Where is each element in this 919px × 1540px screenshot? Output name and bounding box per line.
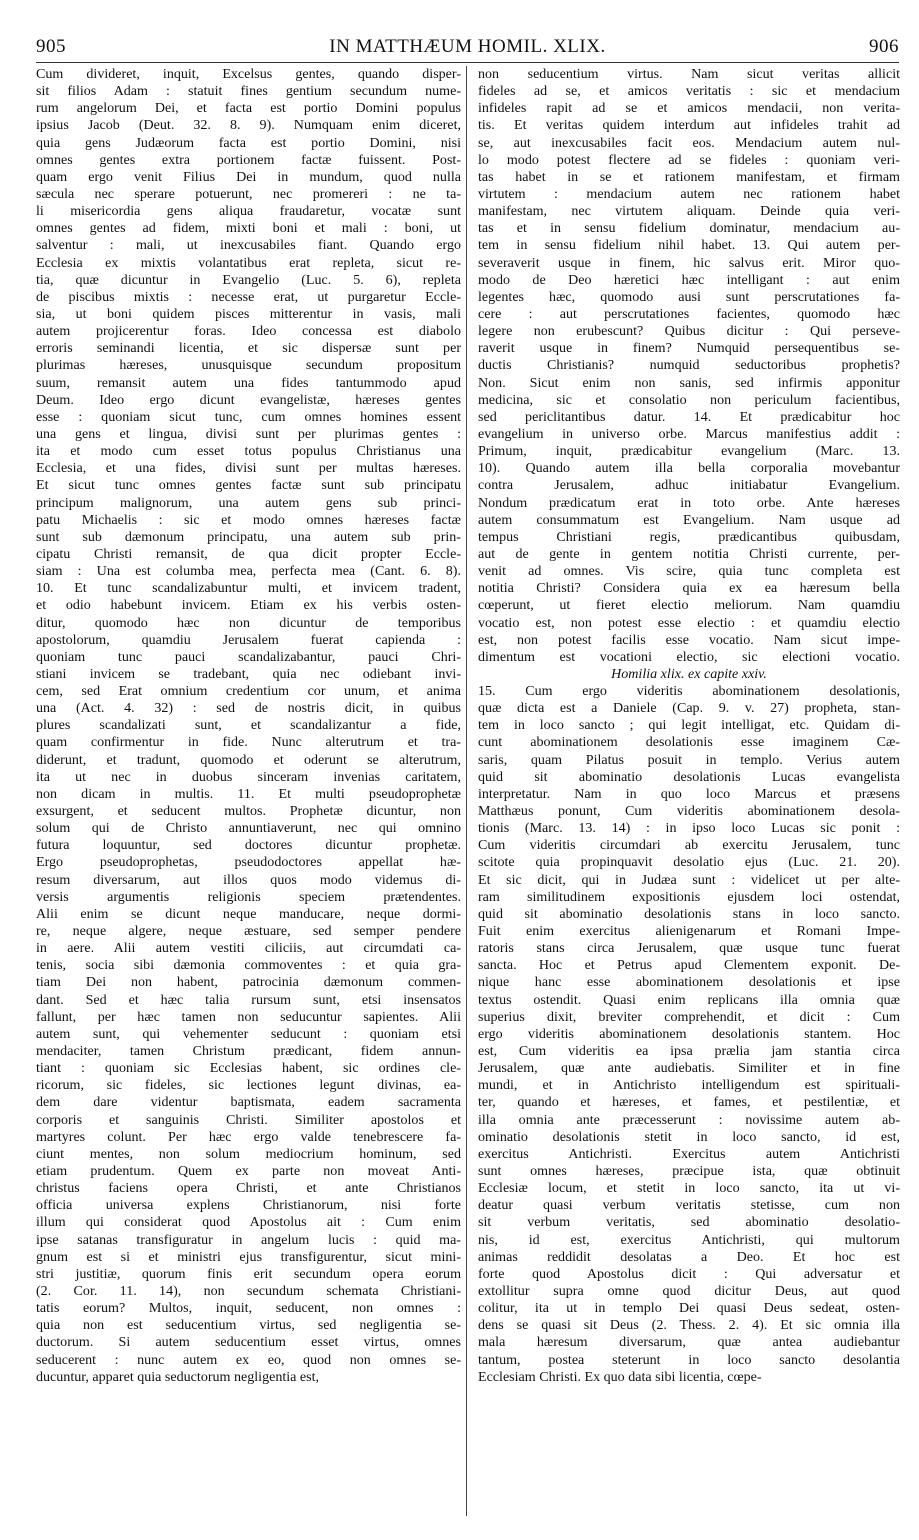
text-line: venit ad omnes. Vis scire, quia tunc completa est — [478, 563, 900, 580]
left-column — [36, 66, 461, 1386]
text-line: diderunt, et tradunt, quomodo et oderunt se alterutrum, — [36, 751, 461, 768]
text-line: quam ergo venit Filius Dei in mundum, quod nulla — [36, 168, 461, 185]
text-line: modo de Deo hæretici hæc intelligant : aut enim — [478, 271, 900, 288]
text-line: legere non erubescunt? Quibus dicitur : Qui perseve- — [478, 323, 900, 340]
text-line: illum qui considerat quod Apostolus ait : Cum enim — [36, 1214, 461, 1231]
text-line: cem, sed Erat omnium credentium cor unum, et anima — [36, 683, 461, 700]
text-line: Ecclesia, et una fides, divisi sunt per multas hæreses. — [36, 460, 461, 477]
text-line: cœperunt, ut fieret electio meliorum. Nam quamdiu — [478, 597, 900, 614]
text-line: suum, remansit autem una fides tantummodo apud — [36, 374, 461, 391]
text-line: contra Jerusalem, adhuc initiabatur Evangelium. — [478, 477, 900, 494]
text-line: non dicam in multis. 11. Et multi pseudoprophetæ — [36, 785, 461, 802]
text-line: sit verbum veritatis, sed abominatio desolatio- — [478, 1214, 900, 1231]
text-line: et odio habebunt invicem. Etiam ex his verbis osten- — [36, 597, 461, 614]
text-line: severaverit usque in finem, hic salvus erit. Miror quo- — [478, 254, 900, 271]
page-number-left: 905 — [36, 36, 66, 57]
text-line: ominatio desolationis stetit in loco sancto, id est, — [478, 1128, 900, 1145]
text-line: Fuit enim exercitus alienigenarum et Romani Impe- — [478, 923, 900, 940]
text-line: tas habet in se et rationem manifestam, et firmam — [478, 168, 900, 185]
text-line: est, Cum videritis ea ipsa prælia jam stantia circa — [478, 1043, 900, 1060]
text-line: sunt omnes hæreses, præcipue ista, quæ obtinuit — [478, 1163, 900, 1179]
text-line: una gens et lingua, divisi sunt per plurimas gentes : — [36, 425, 461, 442]
text-line: 10. Et tunc scandalizabuntur multi, et invicem tradent, — [36, 580, 461, 597]
text-line: legentes hæc, quomodo ausi sunt perscrutationes fa- — [478, 288, 900, 305]
text-line: omnes gentes ad fidem, mixti boni et mali : boni, ut — [36, 220, 461, 237]
text-line: Jerusalem, quæ ante audiebatis. Similiter et in fine — [478, 1060, 900, 1077]
text-line: cunt abominationem desolationis esse imaginem Cæ- — [478, 734, 900, 751]
text-line: in aere. Alii autem vestiti ciliciis, aut circumdati ca- — [36, 940, 461, 957]
text-line: notitia Christi? Considera quia ex ea hæresum bella — [478, 580, 900, 597]
text-line: 10). Quando autem illa bella corporalia movebantur — [478, 460, 900, 477]
text-line: dimentum est vocationi electio, sic electioni vocatio. — [478, 648, 900, 665]
text-line: Ecclesiæ locum, et stetit in loco sancto, ita ut vi- — [478, 1180, 900, 1197]
text-line: autem sunt, qui vehementer seducunt : quoniam etsi — [36, 1025, 461, 1042]
text-line: versis argumentis religionis speciem prætendentes. — [36, 888, 461, 905]
text-line: resum diversarum, aut illos quos modo videmus di- — [36, 871, 461, 888]
text-line: siam : Una est columba mea, perfecta mea (Cant. 6. 8). — [36, 563, 461, 580]
text-line: nique hanc esse abominationem desolationis et ipse — [478, 974, 900, 991]
text-line: mendaciter, tamen Christum prædicant, fidem annun- — [36, 1043, 461, 1060]
text-line: principum malignorum, una autem gens sub princi- — [36, 494, 461, 511]
text-line: Cum videritis circumdari ab exercitu Jerusalem, tunc — [478, 837, 900, 854]
text-line: patu Michaelis : sic et modo omnes hæreses factæ — [36, 511, 461, 528]
text-line: ipse satanas transfiguratur in angelum lucis : quid ma- — [36, 1231, 461, 1248]
text-line: sunt sub dæmonum principatu, una autem sub prin- — [36, 528, 461, 545]
text-line: autem consummatum est Evangelium. Nam usque ad — [478, 511, 900, 528]
text-line: li misericordia gens aliqua fraudaretur, vocatæ sunt — [36, 203, 461, 220]
text-line: ciunt mentes, non solum mediocrium hominum, sed — [36, 1145, 461, 1162]
text-line: evangelium in universo orbe. Marcus manifestius addit : — [478, 425, 900, 442]
right-column — [478, 66, 900, 1386]
text-line: rum angelorum Dei, et facta est portio Domini populus — [36, 100, 461, 117]
text-line: sia, ut boni quidem pisces mitterentur in vasis, mali — [36, 305, 461, 322]
text-line: tionis (Marc. 13. 14) : in ipso loco Lucas sic ponit : — [478, 820, 900, 837]
text-line: de piscibus mixtis : necesse erat, ut purgaretur Eccle- — [36, 288, 461, 305]
text-line: quid sit abominatio desolationis Lucas evangelista — [478, 768, 900, 785]
text-line: textus ostendit. Quasi enim replicans illa omnia quæ — [478, 991, 900, 1008]
text-line: mundi, et in Antichristo intelligendum est spirituali- — [478, 1077, 900, 1094]
text-line: esse : quoniam sicut tunc, cum omnes homines essent — [36, 408, 461, 425]
text-line: sæcula nec sperare potuerunt, nec promereri : ne ta- — [36, 185, 461, 202]
text-line: re, neque algere, neque æstuare, sed semper pendere — [36, 923, 461, 940]
text-line: erroris seminandi licentia, et sic dispersæ sunt per — [36, 340, 461, 357]
text-line: illa omnia ante præcesserunt : novissime autem ab- — [478, 1111, 900, 1128]
text-line: non seducentium virtus. Nam sicut veritas allicit — [478, 66, 900, 82]
text-line: mala hæresum diversarum, quæ antea audiebantur — [478, 1334, 900, 1351]
text-line: forte quod Apostolus dicit : Qui adversatur et — [478, 1265, 900, 1282]
text-line: cipatu Christi remansit, de qua dicit propter Eccle- — [36, 545, 461, 562]
text-line: stri justitiæ, quorum finis erit secundum opera eorum — [36, 1265, 461, 1282]
text-line: ita ut nec in duobus sinceram invenias caritatem, — [36, 768, 461, 785]
text-line: tiant : quoniam sic Ecclesias habent, sic ordines cle- — [36, 1060, 461, 1077]
text-line: quæ dicta est a Daniele (Cap. 9. v. 27) propheta, stan- — [478, 700, 900, 717]
text-line: ram similitudinem expositionis ejusdem loci ostendat, — [478, 888, 900, 905]
text-line: fideles ad se, et amicos veritatis : sic et mendacium — [478, 83, 900, 100]
text-line: Deum. Ideo ergo dicunt evangelistæ, hæreses gentes — [36, 391, 461, 408]
text-line: virtutem : mendacium autem nec rationem habet — [478, 185, 900, 202]
text-line: tatis eorum? Multos, inquit, seducent, non omnes : — [36, 1300, 461, 1317]
text-line: vocatio est, non potest esse electio : et quamdiu electio — [478, 614, 900, 631]
text-line: deatur quasi verbum veritatis stetisse, cum non — [478, 1197, 900, 1214]
text-line: manifestam, nec virtutem aliquam. Deinde quia veri- — [478, 203, 900, 220]
text-line: quia gens Judæorum facta est portio Domini, nisi — [36, 134, 461, 151]
text-line: exercitus Antichristi. Exercitus autem Antichristi — [478, 1145, 900, 1162]
text-line: gnum est si et ministri ejus transfigurentur, sicut mini- — [36, 1248, 461, 1265]
text-line: corporis et sanguinis Christi. Similiter apostolos et — [36, 1111, 461, 1128]
text-line: saris, quam Pilatus posuit in templo. Verius autem — [478, 751, 900, 768]
text-line: tis. Et veritas quidem interdum aut infideles trahit ad — [478, 117, 900, 134]
text-line: Et sicut tunc omnes gentes factæ sunt sub principatu — [36, 477, 461, 494]
text-line: sancta. Hoc et Petrus apud Clementem exponit. De- — [478, 957, 900, 974]
text-line: autem projicerentur foras. Ideo concessa est diabolo — [36, 323, 461, 340]
text-line: Ecclesiam Christi. Ex quo data sibi licentia, cœpe- — [478, 1368, 762, 1385]
text-line: Non. Sicut enim non sanis, sed infirmis apponitur — [478, 374, 900, 391]
column-divider — [466, 66, 467, 1516]
text-line: apostolorum, quamdiu Jerusalem fuerat capienda : — [36, 631, 461, 648]
text-line: tia, quæ dicuntur in Evangelio (Luc. 5. 6), repleta — [36, 271, 461, 288]
text-line: ditur, quomodo hæc non dicuntur de temporibus — [36, 614, 461, 631]
text-line: exsurgent, et seducent multos. Prophetæ dicuntur, non — [36, 803, 461, 820]
text-line: medicina, sic et consolatio non periculum facientibus, — [478, 391, 900, 408]
text-line: fallunt, per hæc tamen non seducuntur sapientes. Alii — [36, 1008, 461, 1025]
text-line: omnes gentes extra portionem factæ fuissent. Post- — [36, 151, 461, 168]
text-line: interpretatur. Nam in quo loco Marcus et præsens — [478, 785, 900, 802]
header-rule — [36, 62, 899, 63]
text-line: lo modo potest flectere ad se fideles : quoniam veri- — [478, 151, 900, 168]
text-line: ducuntur, apparet quia seductorum negligentia est, — [36, 1368, 320, 1385]
text-line: Nondum prædicatum erat in toto orbe. Ante hæreses — [478, 494, 900, 511]
text-line: nis, id est, exercitus Antichristi, qui multorum — [478, 1231, 900, 1248]
text-line: Cum divideret, inquit, Excelsus gentes, quando disper- — [36, 66, 461, 82]
text-line: tantum, postea steterunt in loco sancto desolantia — [478, 1351, 900, 1368]
text-line: ratoris stans circa Jerusalem, quæ usque tunc fuerat — [478, 940, 900, 957]
text-line: infideles rapit ad se et amicos mendacii, non verita- — [478, 100, 900, 117]
text-line: etiam prudentum. Quem ex parte non moveat Anti- — [36, 1163, 461, 1179]
text-line: tiam Dei non habent, patrocinia dæmonum commen- — [36, 974, 461, 991]
text-line: sed periclitantibus datur. 14. Et prædicabitur hoc — [478, 408, 900, 425]
text-line: Et sic dicit, qui in Judæa sunt : videlicet ut per alte- — [478, 871, 900, 888]
text-line: martyres colunt. Per hæc ergo valde tenebrescere fa- — [36, 1128, 461, 1145]
text-line: futura loquuntur, sed doctores dicuntur prophetæ. — [36, 837, 461, 854]
text-line: christus faciens opera Christi, et ante Christianos — [36, 1180, 461, 1197]
text-line: quam confirmentur in fide. Nunc alterutrum et tra- — [36, 734, 461, 751]
text-line: ricorum, sic fideles, sic lectiones legunt divinas, ea- — [36, 1077, 461, 1094]
text-line: aut de gente in gentem notitia Christi currente, per- — [478, 545, 900, 562]
text-line: se, aut inexcusabiles facit eos. Mendacium autem nul- — [478, 134, 900, 151]
text-line: solum qui de Christo annuntiaverunt, nec qui omnino — [36, 820, 461, 837]
text-line: salventur : mali, ut inexcusabiles fiant. Quando ergo — [36, 237, 461, 254]
text-line: tas et in sensu fidelium dominatur, mendacium au- — [478, 220, 900, 237]
text-line: dem dare videntur baptismata, eadem sacramenta — [36, 1094, 461, 1111]
text-line: animas reddidit desolatas a Deo. Et hoc est — [478, 1248, 900, 1265]
text-line: Matthæus ponunt, Cum videritis abominationem desola- — [478, 803, 900, 820]
text-line: colitur, ita ut in templo Dei quasi Deus sedeat, osten- — [478, 1300, 900, 1317]
text-line: ita et modo cum esset totus populus Christianus una — [36, 443, 461, 460]
text-line: (2. Cor. 11. 14), non secundum schemata Christiani- — [36, 1282, 461, 1299]
text-line: Primum, inquit, prædicabitur evangelium (Marc. 13. — [478, 443, 900, 460]
text-line: ductis Christianis? numquid seductoribus prophetis? — [478, 357, 900, 374]
text-line: ter, quando et hæreses, et fames, et pestilentiæ, et — [478, 1094, 900, 1111]
text-line: cere : aut perscrutationes facientes, quomodo hæc — [478, 305, 900, 322]
text-line: Alii enim se dicunt neque manducare, neque dormi- — [36, 905, 461, 922]
text-line: ductorum. Si autem seducentium esset virtus, omnes — [36, 1334, 461, 1351]
text-line: ergo videritis abominationem desolationis stantem. Hoc — [478, 1025, 900, 1042]
text-line: tem in loco sancto ; qui legit intelligat, etc. Quidam di- — [478, 717, 900, 734]
page-number-right: 906 — [869, 36, 899, 57]
text-line: 15. Cum ergo videritis abominationem desolationis, — [478, 683, 900, 700]
text-line: superius dixit, breviter comprehendit, et dicit : Cum — [478, 1008, 900, 1025]
running-title: IN MATTHÆUM HOMIL. XLIX. — [329, 36, 606, 57]
text-line: plurimas hæreses, unusquisque secundum propositum — [36, 357, 461, 374]
text-line: extollitur supra omne quod dicitur Deus, aut quod — [478, 1282, 900, 1299]
text-line: scitote quia propinquavit desolatio ejus (Luc. 21. 20). — [478, 854, 900, 871]
text-line: quia non est seducentium virtus, sed negligentia se- — [36, 1317, 461, 1334]
text-line: dant. Sed et hæc talia rursum sunt, etsi insensatos — [36, 991, 461, 1008]
text-line: quid sit abominatio desolationis stans in loco sancto. — [478, 905, 900, 922]
text-line: ipsius Jacob (Deut. 32. 8. 9). Numquam enim diceret, — [36, 117, 461, 134]
text-line: plures scandalizati sunt, et scandalizantur a fide, — [36, 717, 461, 734]
text-line: est, non potest facilis esse vocatio. Nam sicut impe- — [478, 631, 900, 648]
text-line: Ergo pseudoprophetas, pseudodoctores appellat hæ- — [36, 854, 461, 871]
text-line: tem in sensu fidelium nihil habet. 13. Qui autem per- — [478, 237, 900, 254]
text-line: tempus Christiani regis, prædicantibus quibusdam, — [478, 528, 900, 545]
text-line: dens se quasi sit Deus (2. Thess. 2. 4). Et sic omnia illa — [478, 1317, 900, 1334]
text-line: Ecclesia ex mixtis volantatibus erat repleta, sicut re- — [36, 254, 461, 271]
text-line: raverit usque in finem? Numquid persequentibus se- — [478, 340, 900, 357]
running-header — [36, 36, 899, 62]
text-line: seducerent : nunc autem ex eo, quod non omnes se- — [36, 1351, 461, 1368]
text-line: una (Act. 4. 32) : sed de nostris dicit, in quibus — [36, 700, 461, 717]
text-line: sit filios Adam : statuit fines gentium secundum nume- — [36, 83, 461, 100]
text-line: officia universa explens Christianorum, nisi forte — [36, 1197, 461, 1214]
text-line: stiani invicem se tradebant, quia nec odiebant invi- — [36, 665, 461, 682]
text-line: Homilia xlix. ex capite xxiv. — [611, 665, 767, 682]
text-line: quoniam tunc pauci scandalizabantur, pauci Chri- — [36, 648, 461, 665]
text-line: tenis, socia sibi dæmonia commoventes : et quia gra- — [36, 957, 461, 974]
